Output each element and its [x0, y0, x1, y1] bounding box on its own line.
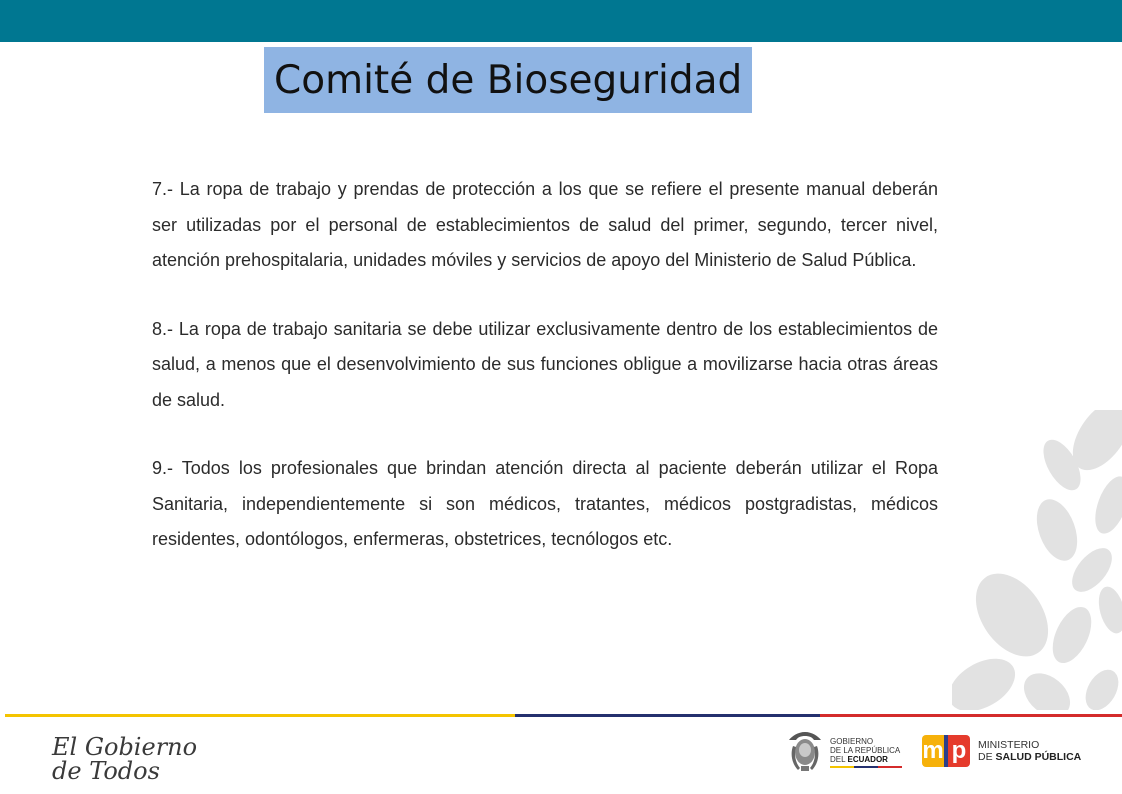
title-box [264, 47, 752, 113]
gov-line-1: GOBIERNO [830, 736, 874, 746]
gov-line-3 [830, 755, 902, 764]
gov-line-2: DE LA REPÚBLICA [830, 745, 901, 755]
msp-line-2-prefix: DE [978, 751, 996, 763]
msp-logo-icon [922, 735, 970, 767]
decorative-leaf-pattern [952, 410, 1122, 710]
paragraph-8: 8.- La ropa de trabajo sanitaria se debe utilizar exclusivamente dentro de los establecimientos de salud, a menos que el desenvolvimiento de sus funciones obligue a movilizarse hacia otras áreas de salud. [152, 318, 938, 410]
footer-rule-navy [515, 714, 820, 717]
msp-letter-m: m [922, 735, 944, 767]
gov-line-3-bold: ECUADOR [847, 754, 888, 764]
slogan [52, 735, 197, 783]
slide-body [152, 172, 938, 591]
flag-stripe [830, 766, 902, 768]
gov-line-3-prefix: DEL [830, 754, 848, 764]
top-banner [0, 0, 1122, 42]
footer-rule-yellow [5, 714, 515, 717]
government-logo-text [830, 737, 902, 768]
slide-title: Comité de Bioseguridad [274, 57, 743, 103]
msp-letter-p: p [948, 735, 970, 767]
paragraph-9: 9.- Todos los profesionales que brindan atención directa al paciente deberán utilizar el Ropa Sanitaria, independientemente si son médicos, tratantes, médicos postgradistas, médicos residentes, odontólogos, enfermeras, obstetrices, tecnólogos etc. [152, 458, 938, 549]
slogan-line-1: El Gobierno [52, 733, 198, 761]
msp-line-2 [978, 751, 1081, 763]
ecuador-coat-of-arms-icon [786, 730, 824, 774]
government-logo [786, 730, 902, 774]
msp-line-2-bold: SALUD PÚBLICA [995, 751, 1082, 763]
msp-logo [922, 735, 1081, 767]
msp-line-1: MINISTERIO [978, 739, 1040, 751]
paragraph-7: 7.- La ropa de trabajo y prendas de protección a los que se refiere el presente manual deberán ser utilizadas por el personal de establecimientos de salud del primer, segundo, tercer nivel, atención prehospitalaria, unidades móviles y servicios de apoyo del Ministerio de Salud Pública. [152, 179, 938, 270]
msp-logo-text [978, 739, 1081, 763]
footer-rule-red [820, 714, 1122, 717]
slogan-line-2: de Todos [52, 757, 160, 785]
